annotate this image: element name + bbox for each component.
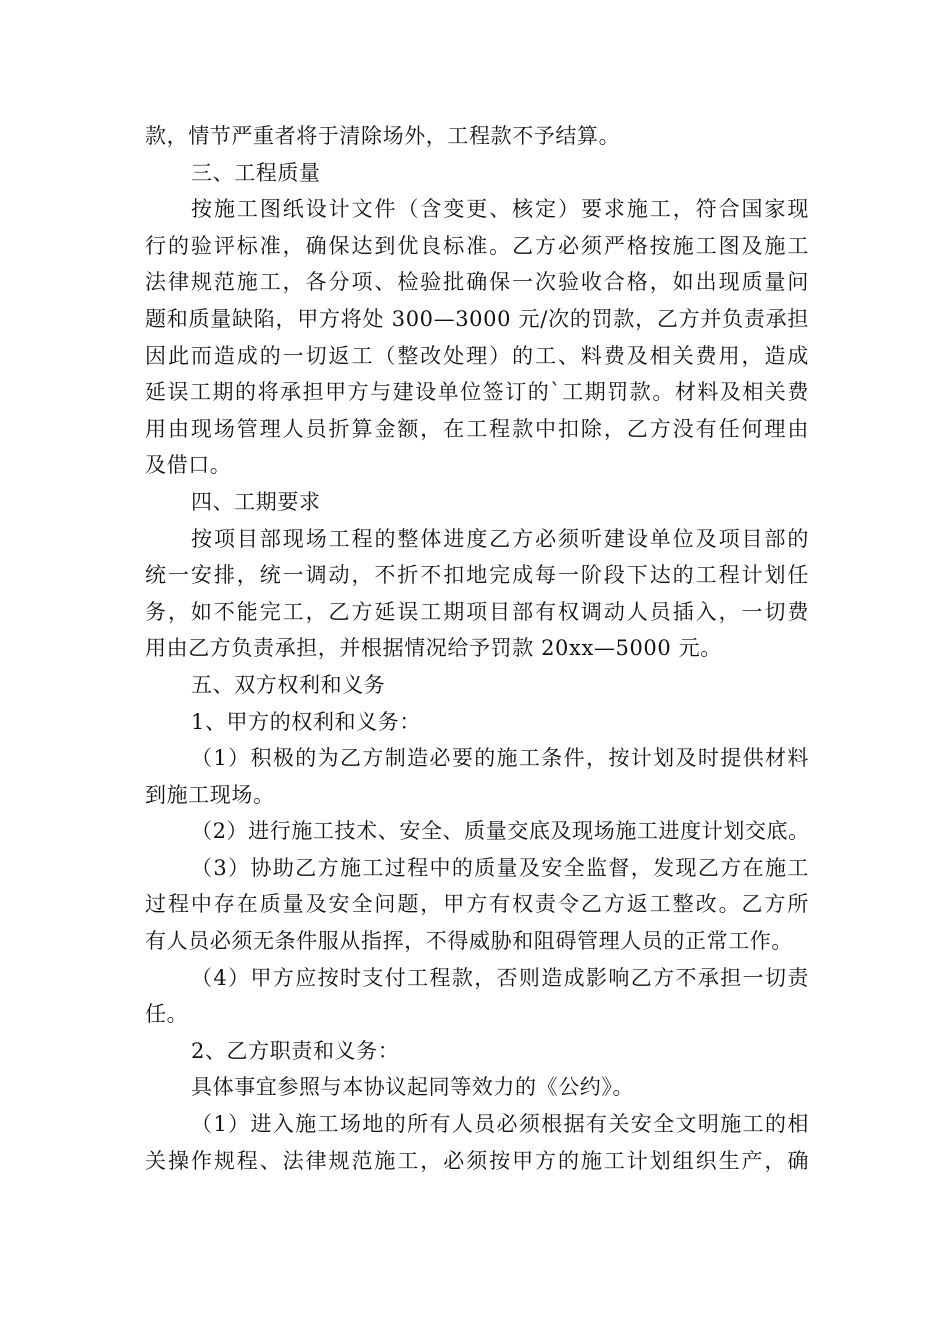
subsection-heading-party-b: 2、乙方职责和义务： <box>191 1038 400 1063</box>
list-item-line: （1）积极的为乙方制造必要的施工条件，按计划及时提供材料 <box>191 746 809 771</box>
list-item-line: 关操作规程、法律规范施工，必须按甲方的施工计划组织生产，确 <box>145 1148 809 1173</box>
paragraph-line: 按施工图纸设计文件（含变更、核定）要求施工，符合国家现 <box>191 197 809 222</box>
paragraph-line: 务，如不能完工，乙方延误工期项目部有权调动人员插入，一切费 <box>145 599 809 624</box>
list-item-line: 有人员必须无条件服从指挥，不得威胁和阻碍管理人员的正常工作。 <box>145 929 793 954</box>
paragraph-line: 款，情节严重者将于清除场外，工程款不予结算。 <box>145 124 621 148</box>
paragraph-line: 延误工期的将承担甲方与建设单位签订的`工期罚款。材料及相关费 <box>145 380 809 405</box>
document-body <box>145 118 809 1179</box>
paragraph-line: 题和质量缺陷，甲方将处 300—3000 元/次的罚款，乙方并负责承担 <box>145 306 809 331</box>
list-item-line: （2）进行施工技术、安全、质量交底及现场施工进度计划交底。 <box>191 819 810 844</box>
section-heading-quality: 三、工程质量 <box>191 160 321 185</box>
section-heading-schedule: 四、工期要求 <box>191 489 321 514</box>
paragraph-line: 行的验评标准，确保达到优良标准。乙方必须严格按施工图及施工 <box>145 233 809 258</box>
list-item-line: 任。 <box>145 1002 189 1027</box>
list-item-line: 到施工现场。 <box>145 782 275 807</box>
list-item-line: （1）进入施工场地的所有人员必须根据有关安全文明施工的相 <box>191 1112 809 1137</box>
list-item-line: （3）协助乙方施工过程中的质量及安全监督，发现乙方在施工 <box>191 855 809 880</box>
paragraph-line: 及借口。 <box>145 453 232 478</box>
paragraph-line: 按项目部现场工程的整体进度乙方必须听建设单位及项目部的 <box>191 526 809 551</box>
paragraph-line: 具体事宜参照与本协议起同等效力的《公约》。 <box>191 1075 635 1100</box>
section-heading-rights: 五、双方权利和义务 <box>191 672 386 697</box>
subsection-heading-party-a: 1、甲方的权利和义务： <box>191 709 421 734</box>
paragraph-line: 统一安排，统一调动，不折不扣地完成每一阶段下达的工程计划任 <box>145 563 809 588</box>
paragraph-line: 用由乙方负责承担，并根据情况给予罚款 20xx—5000 元。 <box>145 636 722 661</box>
paragraph-line: 用由现场管理人员折算金额，在工程款中扣除，乙方没有任何理由 <box>145 416 809 441</box>
paragraph-line: 法律规范施工，各分项、检验批确保一次验收合格，如出现质量问 <box>145 270 809 295</box>
paragraph-line: 因此而造成的一切返工（整改处理）的工、料费及相关费用，造成 <box>145 343 809 368</box>
list-item-line: 过程中存在质量及安全问题，甲方有权责令乙方返工整改。乙方所 <box>145 892 809 917</box>
list-item-line: （4）甲方应按时支付工程款，否则造成影响乙方不承担一切责 <box>191 965 809 990</box>
